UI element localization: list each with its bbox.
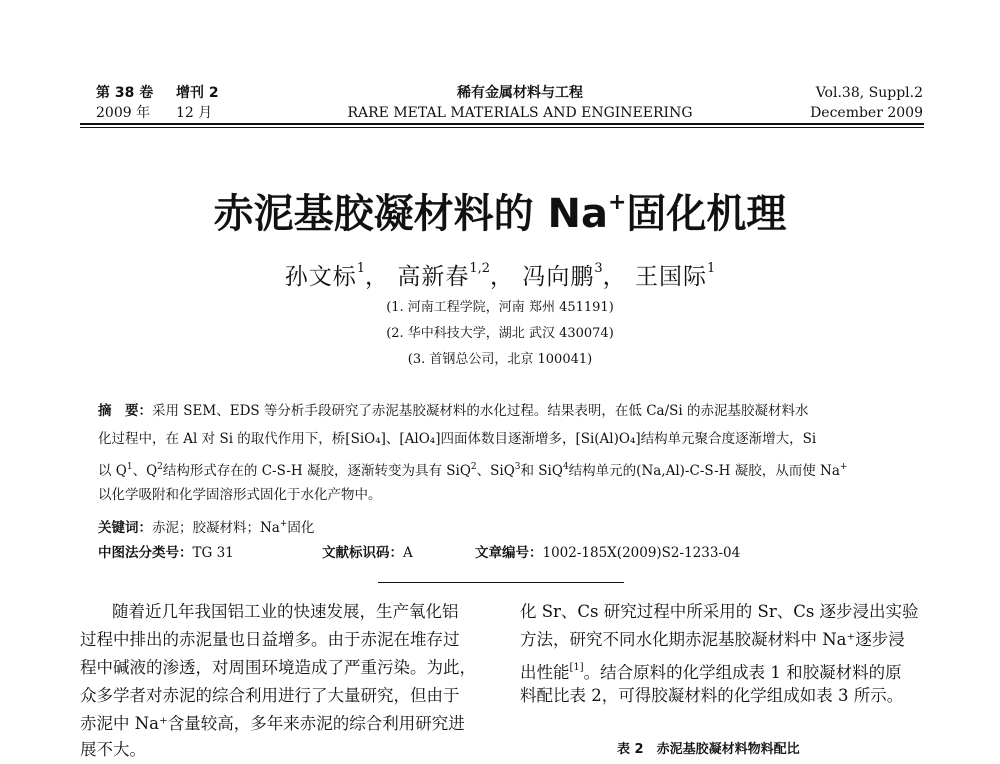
- body-left-line-6: 展不大。: [80, 740, 146, 759]
- body-right-line-2: 方法，研究不同水化期赤泥基胶凝材料中 Na⁺逐步浸: [520, 630, 905, 649]
- volume-en: Vol.38, Suppl.2: [815, 85, 923, 101]
- date-en: December 2009: [810, 105, 923, 121]
- article-number-value: 1002-185X(2009)S2-1233-04: [542, 545, 741, 561]
- abstract-line-1: 摘 要：采用 SEM、EDS 等分析手段研究了赤泥基胶凝材料的水化过程。结果表明，在低 Ca/Si 的赤泥基胶凝材料水: [98, 403, 809, 419]
- clc-value: TG 31: [192, 545, 234, 561]
- body-left-line-1: 随着近几年我国铝工业的快速发展，生产氧化铝: [112, 602, 459, 621]
- body-left-line-3: 程中碱液的渗透，对周围环境造成了严重污染。为此，: [80, 658, 476, 677]
- abstract-line-4: 以化学吸附和化学固溶形式固化于水化产物中。: [98, 487, 382, 503]
- year: 2009 年: [96, 105, 151, 121]
- body-right-line-3: 出性能[1]。结合原料的化学组成表 1 和胶凝材料的原: [520, 662, 902, 682]
- abstract-line-2: 化过程中，在 Al 对 Si 的取代作用下，桥[SiO₄]、[AlO₄]四面体数目逐渐增多，[Si(Al)O₄]结构单元聚合度逐渐增大，Si: [98, 431, 817, 447]
- journal-title-en: RARE METAL MATERIALS AND ENGINEERING: [347, 105, 693, 121]
- article-number: [475, 543, 740, 563]
- affiliation-3: (3. 首钢总公司，北京 100041): [407, 352, 593, 367]
- keywords-label: 关键词：: [98, 520, 152, 536]
- article-title: 赤泥基胶凝材料的 Na+固化机理: [213, 190, 787, 237]
- clc-label: 中图法分类号：: [98, 545, 193, 561]
- month: 12 月: [176, 105, 213, 121]
- volume-number: 第 38 卷: [96, 85, 154, 101]
- author-2: 高新春$^{1,2}$，: [397, 261, 515, 290]
- body-left-line-5: 赤泥中 Na⁺含量较高，多年来赤泥的综合利用研究进: [80, 714, 465, 733]
- author-1: 孙文标$^1$，: [284, 261, 390, 290]
- article-number-label: 文章编号：: [475, 545, 543, 561]
- section-divider: [378, 582, 624, 583]
- body-left-line-4: 众多学者对赤泥的综合利用进行了大量研究，但由于: [80, 686, 460, 705]
- body-right-line-4: 料配比表 2，可得胶凝材料的化学组成如表 3 所示。: [520, 686, 904, 705]
- citation-ref-1[interactable]: [1]: [569, 662, 584, 673]
- header-rule-thick: [80, 123, 924, 125]
- affiliation-1: (1. 河南工程学院，河南 郑州 451191): [386, 300, 614, 315]
- body-right-line-1: 化 Sr、Cs 研究过程中所采用的 Sr、Cs 逐步浸出实验: [520, 602, 919, 621]
- document-code: [322, 543, 413, 563]
- author-3: 冯向鹏$^3$，: [522, 261, 627, 290]
- abstract-line-3: 以 $Q^1$、$Q^2$结构形式存在的 C-S-H 凝胶，逐渐转变为具有 SiQ$^2$、SiQ$^3$和 SiQ$^4$结构单元的(Na,Al)-C-S-H 凝胶，从而使 Na+: [98, 462, 848, 479]
- doc-code-value: A: [403, 545, 413, 561]
- supplement-number: 增刊 2: [176, 85, 219, 101]
- table-2-caption: 表 2 赤泥基胶凝材料物料配比: [617, 742, 800, 757]
- author-list: [0, 258, 1000, 291]
- doc-code-label: 文献标识码：: [322, 545, 403, 561]
- abstract-label: 摘 要：: [98, 403, 152, 419]
- journal-title-cn: 稀有金属材料与工程: [457, 85, 583, 101]
- affiliation-2: (2. 华中科技大学，湖北 武汉 430074): [386, 326, 614, 341]
- keywords: 关键词：赤泥；胶凝材料；Na+固化: [98, 519, 315, 536]
- header-rule-thin: [80, 127, 924, 128]
- author-4: 王国际$^1$: [634, 261, 716, 290]
- body-left-line-2: 过程中排出的赤泥量也日益增多。由于赤泥在堆存过: [80, 630, 460, 649]
